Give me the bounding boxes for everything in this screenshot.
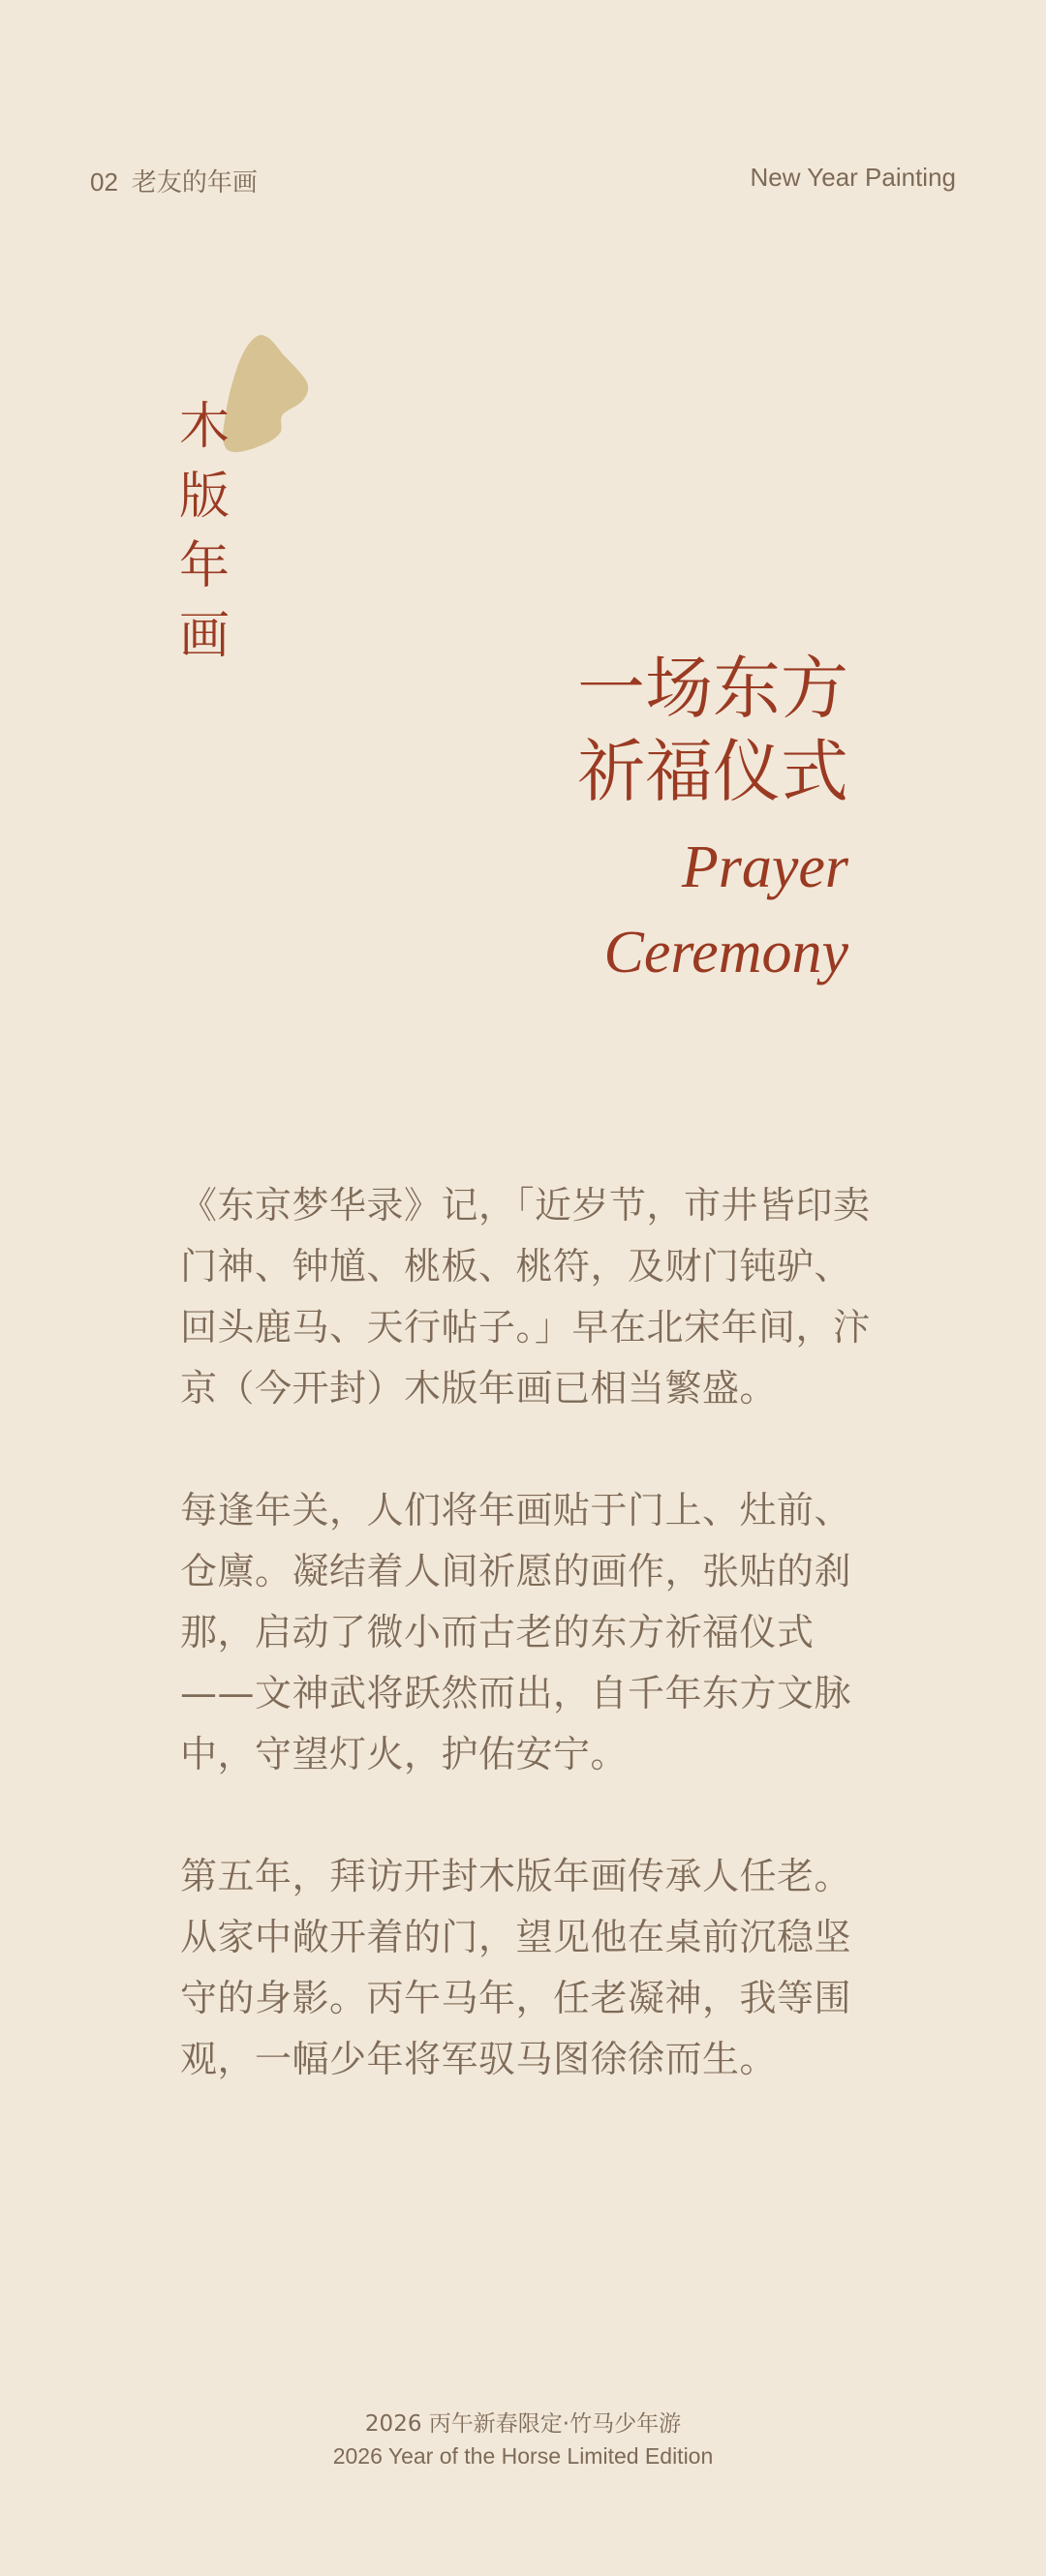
english-title bbox=[603, 825, 848, 995]
footer-line-english: 2026 Year of the Horse Limited Edition bbox=[332, 2443, 714, 2469]
paragraph: 《东京梦华录》记，「近岁节，市井皆印卖门神、钟馗、桃板、桃符，及财门钝驴、回头鹿马、天行帖子。」早在北宋年间，汴京（今开封）木版年画已相当繁盛。 bbox=[180, 1184, 871, 1409]
header-english-label: New Year Painting bbox=[750, 163, 956, 192]
headline-line: 一场东方 bbox=[577, 649, 848, 728]
english-title-line: Ceremony bbox=[603, 920, 848, 985]
vertical-title-char: 画 bbox=[178, 607, 230, 665]
section-label bbox=[90, 163, 258, 198]
english-title-line: Prayer bbox=[681, 834, 848, 900]
paragraph: 每逢年关，人们将年画贴于门上、灶前、仓廪。凝结着人间祈愿的画作，张贴的刹那，启动了微小而古老的东方祈福仪式——文神武将跃然而出，自千年东方文脉中，守望灯火，护佑安宁。 bbox=[180, 1489, 852, 1775]
headline bbox=[577, 647, 848, 813]
section-title: 老友的年画 bbox=[131, 168, 258, 197]
vertical-title-char: 年 bbox=[178, 537, 230, 595]
footer bbox=[0, 2409, 1046, 2472]
vertical-title bbox=[175, 392, 233, 671]
horse-head-shape bbox=[223, 335, 308, 452]
paragraph: 第五年，拜访开封木版年画传承人任老。从家中敞开着的门，望见他在桌前沉稳坚守的身影。丙午马年，任老凝神，我等围观，一幅少年将军驭马图徐徐而生。 bbox=[180, 1855, 852, 2080]
vertical-title-char: 木 bbox=[178, 398, 230, 456]
headline-line: 祈福仪式 bbox=[577, 732, 848, 811]
vertical-title-char: 版 bbox=[178, 468, 230, 526]
footer-line-chinese: 2026 丙午新春限定·竹马少年游 bbox=[364, 2411, 682, 2437]
body-text bbox=[180, 1175, 876, 2151]
section-number: 02 bbox=[90, 167, 118, 197]
